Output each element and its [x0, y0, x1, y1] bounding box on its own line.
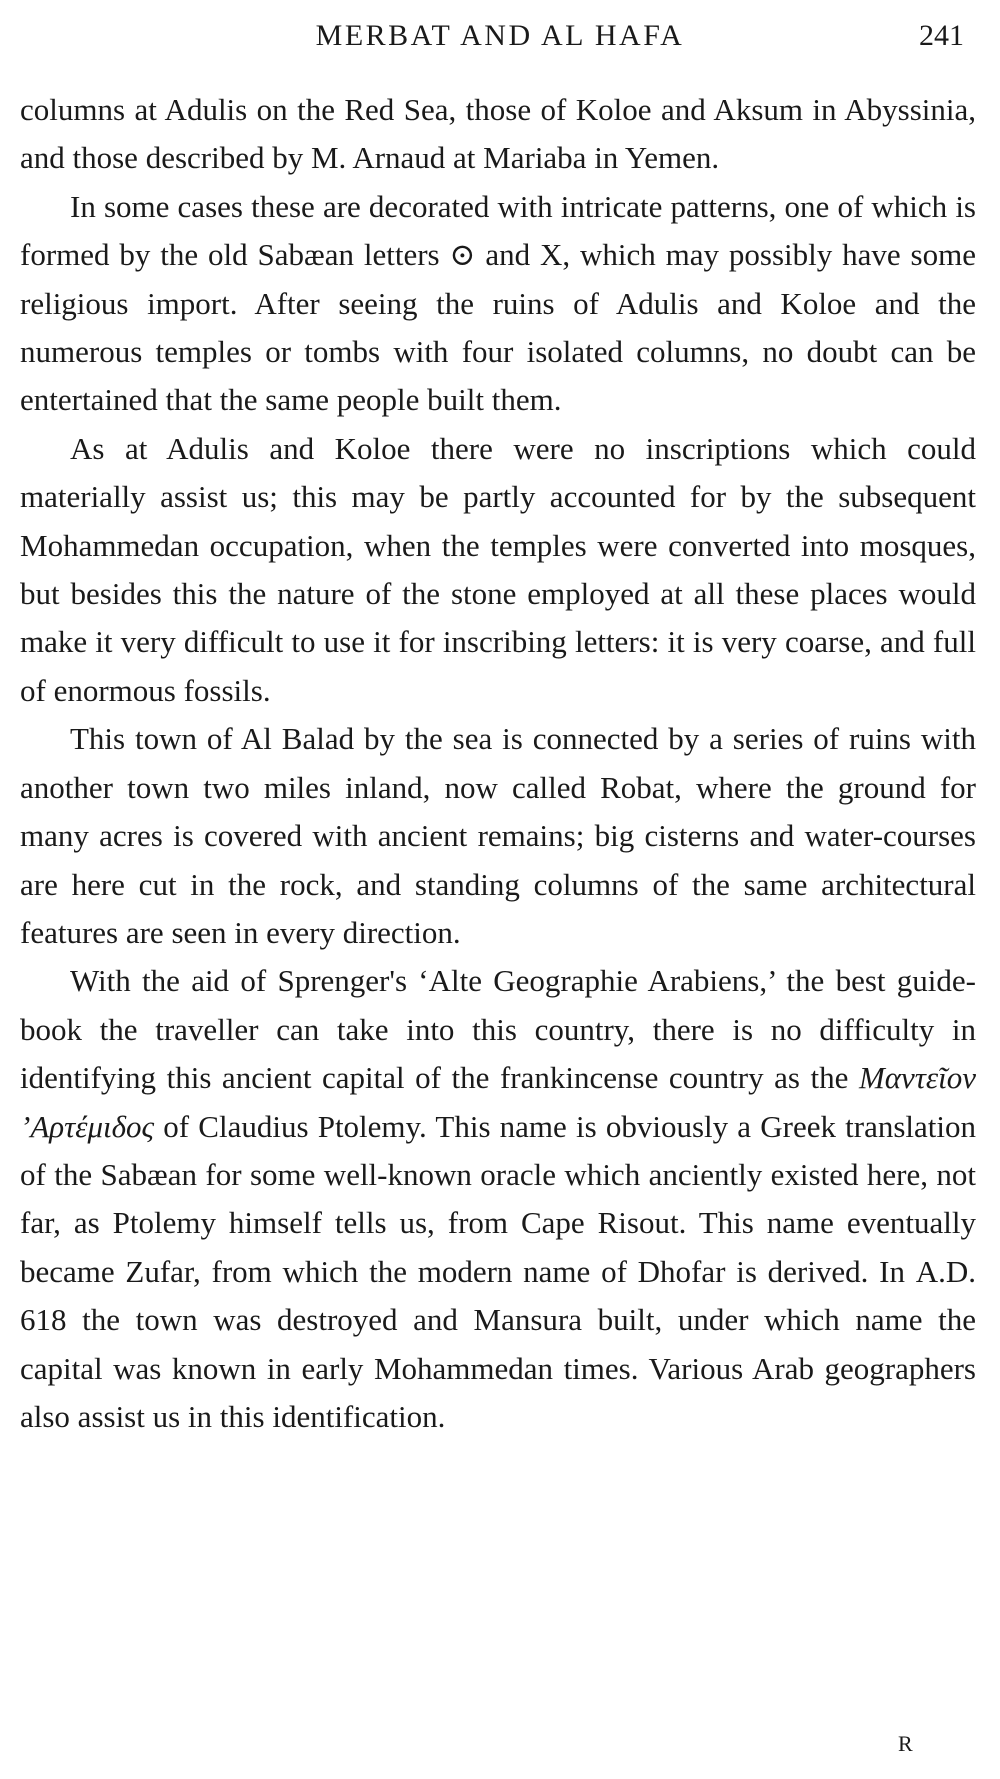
paragraph	[20, 957, 976, 1441]
paragraph: As at Adulis and Koloe there were no inscriptions which could materially assist us; this may be partly accounted for by the subsequent Mohammedan occupation, when the temples were converted into mosques, but besides this the nature of the stone employed at all these places would make it very difficult to use it for inscribing letters: it is very coarse, and full of enormous fossils.	[20, 430, 976, 708]
paragraph-text: 618 the town was destroyed and Mansura built, under which name the capital was known in early Mohammedan times. Various Arab geographers also assist us in this identification.	[20, 1302, 976, 1434]
body-text	[20, 86, 976, 1441]
running-head: MERBAT AND AL HAFA	[315, 19, 685, 52]
paragraph-text: of Claudius Ptolemy. This name is obviously a Greek translation of the Sabæan for some well-known oracle which anciently existed here, not far, as Ptolemy himself tells us, from Cape Risout. This name eventually became Zufar, from which the modern name of Dhofar is derived. In	[20, 1108, 976, 1289]
paragraph: In some cases these are decorated with intricate patterns, one of which is formed by the old Sabæan letters ⊙ and X, which may possibly have some religious import. After seeing the ruins of Adulis and Koloe and the numerous temples or tombs with four isolated columns, no doubt can be entertained that the same people built them.	[20, 188, 976, 418]
era-abbreviation: A.D.	[915, 1253, 976, 1289]
signature-mark: R	[898, 1731, 913, 1756]
paragraph-text: With the aid of Sprenger's ‘Alte Geographie Arabiens,’ the best guide-book the traveller can take into this country, there is no difficulty in identifying this ancient capital of the frankincense country as the	[20, 963, 976, 1096]
page-header	[20, 16, 980, 64]
page-number: 241	[919, 19, 964, 52]
paragraph: This town of Al Balad by the sea is connected by a series of ruins with another town two miles inland, now called Robat, where the ground for many acres is covered with ancient remains; big cisterns and water-courses are here cut in the rock, and standing columns of the same architectural features are seen in every direction.	[20, 721, 976, 950]
paragraph: columns at Adulis on the Red Sea, those of Koloe and Aksum in Abyssinia, and those described by M. Arnaud at Mariaba in Yemen.	[20, 92, 976, 176]
greek-phrase: Μαντεῖον ’Αρτέμιδος	[20, 1060, 976, 1144]
